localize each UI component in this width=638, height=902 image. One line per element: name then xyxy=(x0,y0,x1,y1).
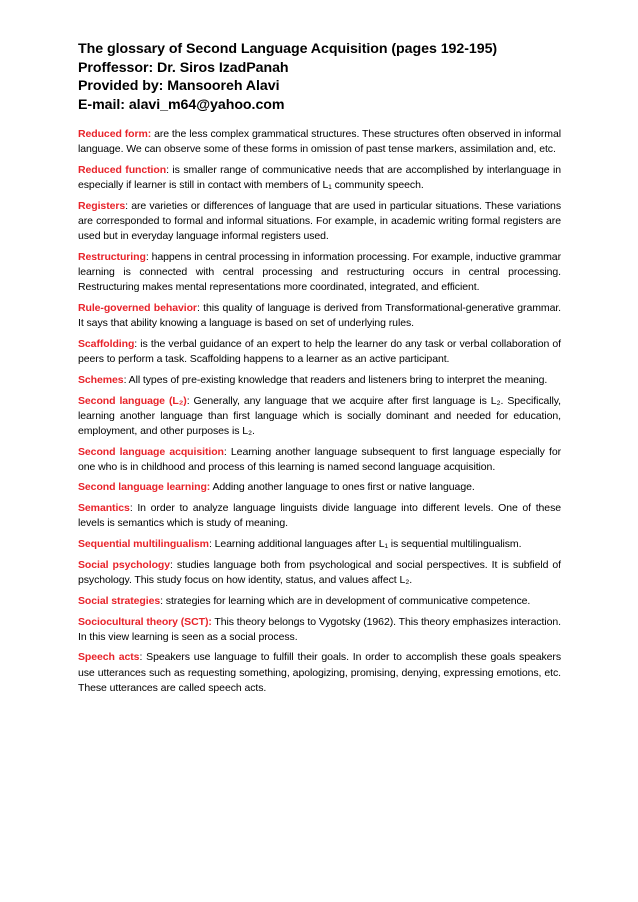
glossary-entry xyxy=(78,337,561,367)
document-header xyxy=(78,40,561,114)
glossary-definition: : are varieties or differences of language that are used in particular situations. These variations are corresponded to formal and informal situations. For example, in academic writing formal registers are used but in everyday language informal registers used. xyxy=(78,200,561,243)
glossary-definition: Adding another language to ones first or native language. xyxy=(210,481,475,494)
email-line: E-mail: alavi_m64@yahoo.com xyxy=(78,96,285,113)
document-title: The glossary of Second Language Acquisition (pages 192-195) xyxy=(78,41,498,57)
glossary-term: Scaffolding xyxy=(78,337,135,350)
glossary-definition: : happens in central processing in information processing. For example, inductive grammar learning is connected with central processing and restructuring occurs in central processing. Restructuring makes mental representations more coordinated, integrated, and efficient. xyxy=(78,251,561,294)
glossary-definition: : Speakers use language to fulfill their goals. In order to accomplish these goals speakers use utterances such as requesting something, apologizing, promising, denying, expressing emotions, etc. These utterances are called speech acts. xyxy=(78,651,561,694)
glossary-entry xyxy=(78,615,561,645)
glossary-term: Restructuring xyxy=(78,251,146,264)
glossary-entry xyxy=(78,373,561,388)
glossary-entry xyxy=(78,501,561,531)
glossary-term: Social strategies xyxy=(78,594,161,607)
glossary-definition: are the less complex grammatical structures. These structures often observed in informal language. We can observe some of these forms in omission of past tense markers, assimilation and, etc. xyxy=(78,128,561,156)
glossary-term: Social psychology xyxy=(78,558,171,571)
glossary-term: Reduced form: xyxy=(78,128,152,141)
glossary-term: Sociocultural theory (SCT): xyxy=(78,615,212,628)
provider-line: Provided by: Mansooreh Alavi xyxy=(78,78,280,95)
glossary-definition: : Learning additional languages after L₁ is sequential multilingualism. xyxy=(208,538,522,551)
glossary-term: Sequential multilingualism xyxy=(78,538,209,551)
glossary-term: Reduced function xyxy=(78,164,167,177)
glossary-term: Second language (L₂) xyxy=(78,394,187,407)
glossary-definition: : Generally, any language that we acquire after first language is L₂. Specifically, learning another language than first language which is socially dominant and needed for education, employment, and other purposes is L₂. xyxy=(78,394,561,437)
glossary-list xyxy=(78,127,561,695)
glossary-term: Semantics xyxy=(78,502,130,515)
glossary-entry xyxy=(78,594,561,609)
glossary-definition: : studies language both from psychological and social perspectives. It is subfield of psychology. This study focus on how identity, status, and values affect L₂. xyxy=(78,558,561,586)
glossary-definition: : All types of pre-existing knowledge that readers and listeners bring to interpret the meaning. xyxy=(123,373,548,386)
professor-line: Proffessor: Dr. Siros IzadPanah xyxy=(78,59,289,76)
glossary-entry xyxy=(78,445,561,475)
glossary-entry xyxy=(78,199,561,244)
glossary-definition: This theory belongs to Vygotsky (1962). This theory emphasizes interaction. In this view learning is seen as a social process. xyxy=(78,615,561,643)
glossary-entry xyxy=(78,537,561,552)
glossary-term: Speech acts xyxy=(78,651,140,664)
glossary-entry xyxy=(78,394,561,439)
glossary-entry xyxy=(78,301,561,331)
glossary-definition: : is the verbal guidance of an expert to help the learner do any task or verbal collaboration of peers to perform a task. Scaffolding happens to a learner as an active participant. xyxy=(78,337,561,366)
glossary-entry xyxy=(78,250,561,295)
glossary-definition: : is smaller range of communicative needs that are accomplished by interlanguage in especially if learner is still in contact with members of L₁ community speech. xyxy=(78,164,561,192)
glossary-definition: : this quality of language is derived from Transformational-generative grammar. It says that ability knowing a language is based on set of underlying rules. xyxy=(78,302,562,330)
glossary-term: Schemes xyxy=(78,373,124,386)
glossary-entry xyxy=(78,127,561,157)
glossary-entry xyxy=(78,650,561,695)
glossary-definition: : Learning another language subsequent to first language especially for one who is in childhood and process of this learning is named second language acquisition. xyxy=(78,445,561,473)
glossary-definition: : strategies for learning which are in development of communicative competence. xyxy=(160,594,531,607)
glossary-term: Registers xyxy=(78,200,126,213)
glossary-definition: : In order to analyze language linguists divide language into different levels. One of these levels is semantics which is study of meaning. xyxy=(78,502,561,530)
glossary-term: Rule-governed behavior xyxy=(78,302,197,315)
glossary-entry xyxy=(78,163,561,193)
glossary-entry xyxy=(78,558,561,588)
glossary-entry xyxy=(78,480,561,495)
glossary-term: Second language learning: xyxy=(78,481,211,494)
glossary-term: Second language acquisition xyxy=(78,445,224,458)
